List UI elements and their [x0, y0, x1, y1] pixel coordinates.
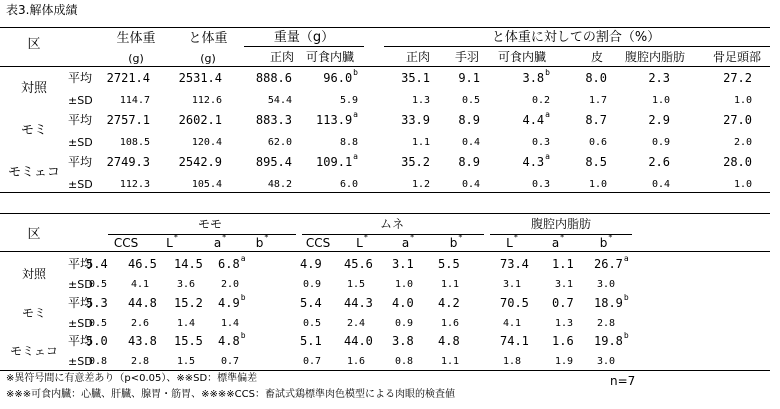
table1-unit-carcass-weight: (g)	[200, 52, 216, 65]
table1-ratio-rule	[384, 46, 770, 47]
table1-cell-sd: 0.4	[461, 137, 480, 148]
table2-cell-mean: 19.8$^b$	[594, 331, 629, 348]
table2-cell-sd: 1.5	[347, 279, 366, 290]
table2-cell-sd: 1.6	[441, 318, 460, 329]
table2-cell-mean: 26.7$^a$	[594, 254, 629, 271]
table2-cell-sd: 2.0	[221, 279, 240, 290]
table2-cell-sd: 3.1	[555, 279, 574, 290]
table2-cell-sd: 4.1	[503, 318, 522, 329]
table2-cell-sd: 0.5	[89, 318, 108, 329]
table2-cell-sd: 1.9	[555, 356, 574, 367]
table1-header-ku: 区	[27, 37, 41, 52]
table2-cell-sd: 1.4	[221, 318, 240, 329]
table2-subheader: CCS	[305, 236, 331, 250]
table1-cell-sd: 1.7	[588, 95, 607, 106]
table1-cell-mean: 2531.4	[178, 71, 222, 85]
table1-row-label: ±SD	[68, 94, 93, 107]
table1-cell-sd: 1.3	[411, 95, 430, 106]
table1-cell-mean: 8.7	[585, 113, 607, 127]
table2-cell-sd: 1.4	[177, 318, 196, 329]
table2-cell-mean: 5.3	[86, 296, 108, 310]
table1-cell-mean: 4.3$^a$	[522, 152, 550, 169]
table2-cell-mean: 5.5	[438, 257, 460, 271]
table1-cell-sd: 2.0	[733, 137, 752, 148]
table2-row-label: ±SD	[68, 278, 93, 291]
table1-cell-mean: 888.6	[255, 71, 292, 85]
table2-cell-mean: 15.5	[174, 334, 203, 348]
table2-cell-sd: 1.8	[503, 356, 522, 367]
table2-subheader: L*	[506, 233, 518, 250]
table2-cell-sd: 0.8	[89, 356, 108, 367]
table1-cell-mean: 109.1$^a$	[316, 152, 358, 169]
table1-group-name: モミ	[20, 123, 48, 138]
sample-size: n=7	[610, 374, 636, 388]
table1-cell-mean: 895.4	[255, 155, 292, 169]
table2-subheader: L*	[166, 233, 178, 250]
table1-cell-sd: 0.2	[531, 95, 550, 106]
table2-row-label: 平均	[68, 296, 93, 310]
table1-cell-mean: 2.6	[648, 155, 670, 169]
table1-cell-mean: 8.5	[585, 155, 607, 169]
table2-bottom-rule	[0, 370, 770, 371]
table1-subheader: 腹腔内脂肪	[624, 50, 686, 64]
table2-cell-mean: 5.0	[86, 334, 108, 348]
table1-row-label: 平均	[68, 113, 93, 127]
table1-cell-sd: 105.4	[191, 179, 222, 190]
table1-header-ratio: と体重に対しての割合（%）	[491, 30, 661, 45]
table2-cell-sd: 2.8	[131, 356, 150, 367]
table2-row-label: 平均	[68, 257, 93, 271]
table2-cell-mean: 45.6	[344, 257, 373, 271]
table2-top-rule	[0, 213, 770, 214]
table1-cell-mean: 8.9	[458, 155, 480, 169]
table1-cell-mean: 35.1	[401, 71, 430, 85]
table1-cell-mean: 2757.1	[106, 113, 150, 127]
footnote-significance: ※異符号間に有意差あり（p<0.05）、※※SD：標準偏差	[6, 373, 258, 384]
table2-header-fat: 腹腔内脂肪	[530, 217, 592, 231]
table2-cell-sd: 2.4	[347, 318, 366, 329]
table2-cell-mean: 5.4	[86, 257, 108, 271]
table2-cell-sd: 1.5	[177, 356, 196, 367]
table2-cell-sd: 1.3	[555, 318, 574, 329]
table2-cell-sd: 0.9	[395, 318, 414, 329]
table1-cell-mean: 27.2	[723, 71, 752, 85]
table2-cell-mean: 18.9$^b$	[594, 293, 629, 310]
table1-cell-mean: 28.0	[723, 155, 752, 169]
table1-cell-sd: 112.3	[119, 179, 150, 190]
table2-header-ku: 区	[27, 227, 41, 242]
table2-cell-sd: 1.6	[347, 356, 366, 367]
table1-header-rule	[0, 66, 770, 67]
table1-cell-sd: 1.2	[411, 179, 430, 190]
table2-row-label: ±SD	[68, 355, 93, 368]
table1-cell-sd: 114.7	[119, 95, 150, 106]
table1-row-label: 平均	[68, 71, 93, 85]
table1-subheader: 正肉	[269, 50, 295, 64]
table1-cell-sd: 0.9	[651, 137, 670, 148]
table2-cell-mean: 70.5	[500, 296, 529, 310]
table1-cell-sd: 1.1	[411, 137, 430, 148]
table2-cell-mean: 5.1	[300, 334, 322, 348]
table2-cell-mean: 1.1	[552, 257, 574, 271]
table1-cell-mean: 27.0	[723, 113, 752, 127]
table2-cell-mean: 44.8	[128, 296, 157, 310]
table1-cell-sd: 48.2	[267, 179, 292, 190]
table1-cell-mean: 2749.3	[106, 155, 150, 169]
table2-row-label: ±SD	[68, 317, 93, 330]
table2-group-name: 対照	[21, 267, 47, 281]
table2-cell-mean: 0.7	[552, 296, 574, 310]
table2-cell-mean: 46.5	[128, 257, 157, 271]
table2-subheader: b*	[449, 233, 463, 250]
table2-cell-sd: 0.9	[303, 279, 322, 290]
table2-cell-mean: 4.2	[438, 296, 460, 310]
table1-header-live-weight: 生体重	[116, 31, 156, 46]
table2-subheader: L*	[356, 233, 368, 250]
table1-cell-sd: 0.3	[531, 137, 550, 148]
table1-cell-sd: 120.4	[191, 137, 222, 148]
table2-cell-mean: 4.8	[438, 334, 460, 348]
table1-subheader: 皮	[590, 50, 604, 64]
table1-group-name: モミェコ	[8, 165, 60, 180]
table2-cell-sd: 4.1	[131, 279, 150, 290]
table1-cell-sd: 62.0	[267, 137, 292, 148]
table2-cell-sd: 3.6	[177, 279, 196, 290]
table2-group-name: モミェコ	[10, 344, 58, 358]
table1-subheader: 骨足頭部	[712, 50, 762, 64]
table1-cell-sd: 6.0	[339, 179, 358, 190]
table2-cell-mean: 4.9$^b$	[218, 293, 246, 310]
table2-cell-sd: 0.8	[395, 356, 414, 367]
table1-cell-mean: 35.2	[401, 155, 430, 169]
table2-cell-mean: 14.5	[174, 257, 203, 271]
table1-cell-sd: 54.4	[267, 95, 292, 106]
table2-cell-sd: 1.1	[441, 356, 460, 367]
table1-subheader: 正肉	[405, 50, 431, 64]
table2-subheader: a*	[551, 233, 565, 250]
table1-cell-mean: 2542.9	[178, 155, 222, 169]
table1-subheader: 可食内臓	[497, 50, 547, 64]
table2-cell-mean: 4.9	[300, 257, 322, 271]
table2-cell-sd: 0.5	[89, 279, 108, 290]
table1-cell-sd: 0.4	[461, 179, 480, 190]
table1-cell-sd: 0.5	[461, 95, 480, 106]
table2-cell-sd: 2.6	[131, 318, 150, 329]
table1-cell-sd: 0.3	[531, 179, 550, 190]
table2-cell-mean: 74.1	[500, 334, 529, 348]
footnote-definitions: ※※※可食内臓：心臓、肝臓、腺胃・筋胃、※※※※CCS：畜試式鶏標準肉色模型による肉眼的検査値	[6, 389, 455, 400]
table2-cell-sd: 1.1	[441, 279, 460, 290]
table1-subheader: 手羽	[454, 50, 480, 64]
table2-cell-sd: 0.7	[221, 356, 240, 367]
table2-subheader: b*	[255, 233, 269, 250]
table2-cell-mean: 4.8$^b$	[218, 331, 246, 348]
table1-row-label: 平均	[68, 155, 93, 169]
table1-cell-sd: 1.0	[588, 179, 607, 190]
table1-cell-mean: 4.4$^a$	[522, 110, 550, 127]
table1-row-label: ±SD	[68, 178, 93, 191]
table1-top-rule	[0, 27, 770, 28]
table2-cell-sd: 1.0	[395, 279, 414, 290]
table2-cell-mean: 3.8	[392, 334, 414, 348]
table2-group-name: モミ	[21, 306, 47, 320]
table1-cell-mean: 113.9$^a$	[316, 110, 358, 127]
table2-header-mune: ムネ	[379, 217, 405, 231]
table2-mune-rule	[302, 234, 484, 235]
table1-cell-sd: 1.0	[733, 179, 752, 190]
table1-cell-mean: 8.0	[585, 71, 607, 85]
table1-weight-rule	[244, 46, 364, 47]
table2-cell-mean: 44.0	[344, 334, 373, 348]
table1-cell-sd: 1.0	[651, 95, 670, 106]
table2-cell-sd: 3.0	[597, 279, 616, 290]
table1-bottom-rule	[0, 192, 770, 193]
table1-cell-mean: 2.3	[648, 71, 670, 85]
table1-cell-mean: 96.0$^b$	[323, 68, 358, 85]
table1-cell-sd: 0.6	[588, 137, 607, 148]
table1-cell-mean: 883.3	[255, 113, 292, 127]
table2-cell-sd: 2.8	[597, 318, 616, 329]
table2-cell-mean: 5.4	[300, 296, 322, 310]
table1-header-carcass-weight: と体重	[188, 31, 228, 46]
table1-cell-mean: 2721.4	[106, 71, 150, 85]
table2-header-rule	[0, 251, 770, 252]
table1-row-label: ±SD	[68, 136, 93, 149]
table-caption: 表3.解体成績	[6, 3, 78, 17]
table1-cell-sd: 5.9	[339, 95, 358, 106]
table1-cell-mean: 2602.1	[178, 113, 222, 127]
table1-header-weight: 重量（g）	[273, 30, 335, 45]
table2-cell-mean: 1.6	[552, 334, 574, 348]
table1-cell-sd: 0.4	[651, 179, 670, 190]
table2-subheader: CCS	[113, 236, 139, 250]
table1-cell-mean: 8.9	[458, 113, 480, 127]
table1-cell-sd: 8.8	[339, 137, 358, 148]
table1-subheader: 可食内臓	[305, 50, 355, 64]
table2-cell-mean: 3.1	[392, 257, 414, 271]
table2-row-label: 平均	[68, 334, 93, 348]
table2-header-momo: モモ	[197, 217, 223, 231]
table1-cell-mean: 2.9	[648, 113, 670, 127]
table2-cell-mean: 44.3	[344, 296, 373, 310]
table2-subheader: a*	[401, 233, 415, 250]
table1-cell-sd: 1.0	[733, 95, 752, 106]
table2-cell-mean: 6.8$^a$	[218, 254, 246, 271]
table2-subheader: b*	[599, 233, 613, 250]
table1-unit-live-weight: (g)	[128, 52, 144, 65]
table1-cell-mean: 33.9	[401, 113, 430, 127]
table2-cell-sd: 3.1	[503, 279, 522, 290]
table1-cell-mean: 3.8$^b$	[522, 68, 550, 85]
table1-cell-mean: 9.1	[458, 71, 480, 85]
table1-cell-sd: 112.6	[191, 95, 222, 106]
table1-cell-sd: 108.5	[119, 137, 150, 148]
table2-cell-sd: 3.0	[597, 356, 616, 367]
table2-cell-mean: 73.4	[500, 257, 529, 271]
table2-cell-mean: 4.0	[392, 296, 414, 310]
table2-subheader: a*	[213, 233, 227, 250]
table2-cell-sd: 0.5	[303, 318, 322, 329]
table2-cell-sd: 0.7	[303, 356, 322, 367]
table2-cell-mean: 15.2	[174, 296, 203, 310]
table1-group-name: 対照	[20, 81, 48, 96]
table2-cell-mean: 43.8	[128, 334, 157, 348]
